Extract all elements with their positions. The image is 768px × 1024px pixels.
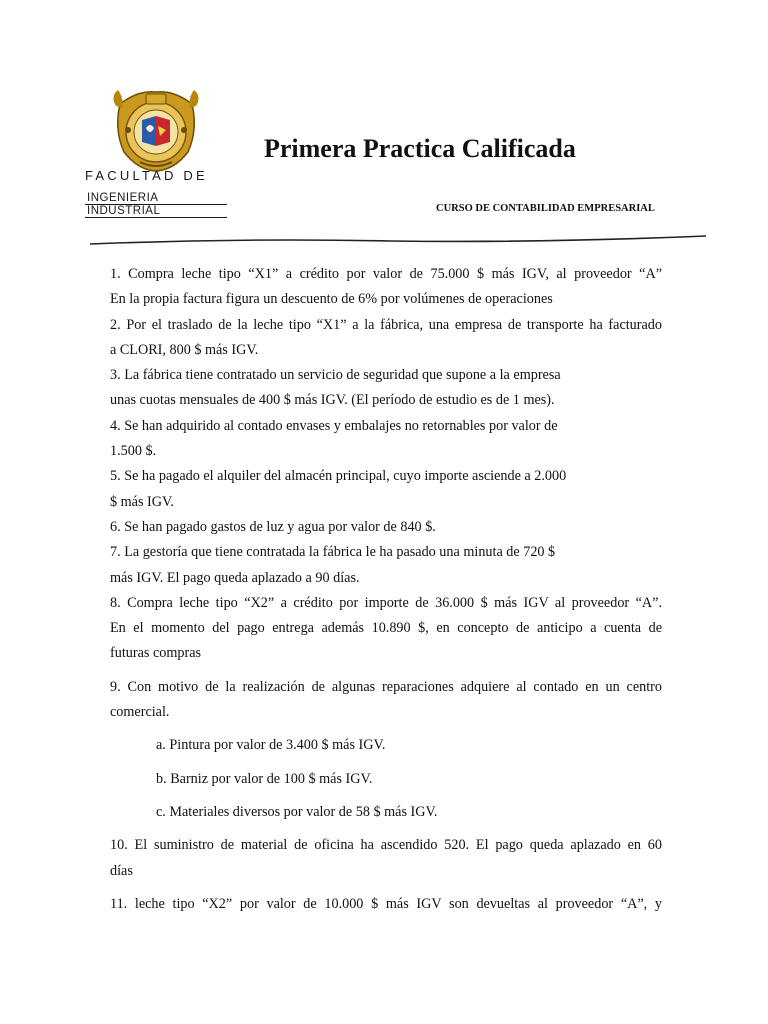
exercise-line: 8. Compra leche tipo “X2” a crédito por importe de 36.000 $ más IGV al proveedor “A”.	[110, 594, 662, 611]
exercise-line: futuras compras	[110, 645, 202, 662]
faculty-name	[85, 192, 227, 218]
exercise-line: 6. Se han pagado gastos de luz y agua por valor de 840 $.	[110, 518, 436, 535]
exercise-line: a CLORI, 800 $ más IGV.	[110, 341, 259, 358]
exercise-line: 2. Por el traslado de la leche tipo “X1” a la fábrica, una empresa de transporte ha facturado	[110, 316, 662, 333]
faculty-name-line1: INGENIERIA	[85, 192, 227, 205]
exercise-line: 7. La gestoría que tiene contratada la fábrica le ha pasado una minuta de 720 $	[110, 544, 556, 561]
course-name: CURSO DE CONTABILIDAD EMPRESARIAL	[436, 203, 655, 214]
exercise-line: 1.500 $.	[110, 443, 157, 460]
document-title: Primera Practica Calificada	[264, 134, 576, 163]
exercise-9-subitem-c: c. Materiales diversos por valor de 58 $ más IGV.	[156, 803, 438, 820]
exercise-line: más IGV. El pago queda aplazado a 90 días.	[110, 569, 360, 586]
exercise-10-line2: días	[110, 862, 133, 879]
exercise-line: 3. La fábrica tiene contratado un servicio de seguridad que supone a la empresa	[110, 367, 561, 384]
university-crest-icon	[110, 86, 202, 172]
exercise-list	[110, 262, 662, 917]
exercise-line: En el momento del pago entrega además 10.890 $, en concepto de anticipo a cuenta de	[110, 620, 662, 637]
exercise-line: 1. Compra leche tipo “X1” a crédito por valor de 75.000 $ más IGV, al proveedor “A”	[110, 266, 662, 282]
exercise-line: 4. Se han adquirido al contado envases y embalajes no retornables por valor de	[110, 417, 558, 434]
faculty-name-line2: INDUSTRIAL	[85, 205, 227, 218]
exercise-9-subitem-a: a. Pintura por valor de 3.400 $ más IGV.	[156, 737, 386, 754]
exercise-9-line2: comercial.	[110, 704, 170, 721]
faculty-logo	[80, 80, 230, 225]
exercise-10-line1: 10. El suministro de material de oficina ha ascendido 520. El pago queda aplazado en 60	[110, 837, 662, 854]
exercise-11-line1: 11. leche tipo “X2” por valor de 10.000 $ más IGV son devueltas al proveedor “A”, y	[110, 895, 662, 912]
header-divider	[90, 232, 706, 248]
faculty-label: FACULTAD DE	[85, 168, 208, 183]
exercise-line: 5. Se ha pagado el alquiler del almacén principal, cuyo importe asciende a 2.000	[110, 468, 567, 485]
exercise-9-line1: 9. Con motivo de la realización de algunas reparaciones adquiere al contado en un centro	[110, 678, 662, 695]
exercise-line: En la propia factura figura un descuento de 6% por volúmenes de operaciones	[110, 291, 553, 308]
exercise-line: $ más IGV.	[110, 493, 174, 510]
exercise-9-subitem-b: b. Barniz por valor de 100 $ más IGV.	[156, 770, 373, 787]
exercise-line: unas cuotas mensuales de 400 $ más IGV. (El período de estudio es de 1 mes).	[110, 392, 555, 409]
